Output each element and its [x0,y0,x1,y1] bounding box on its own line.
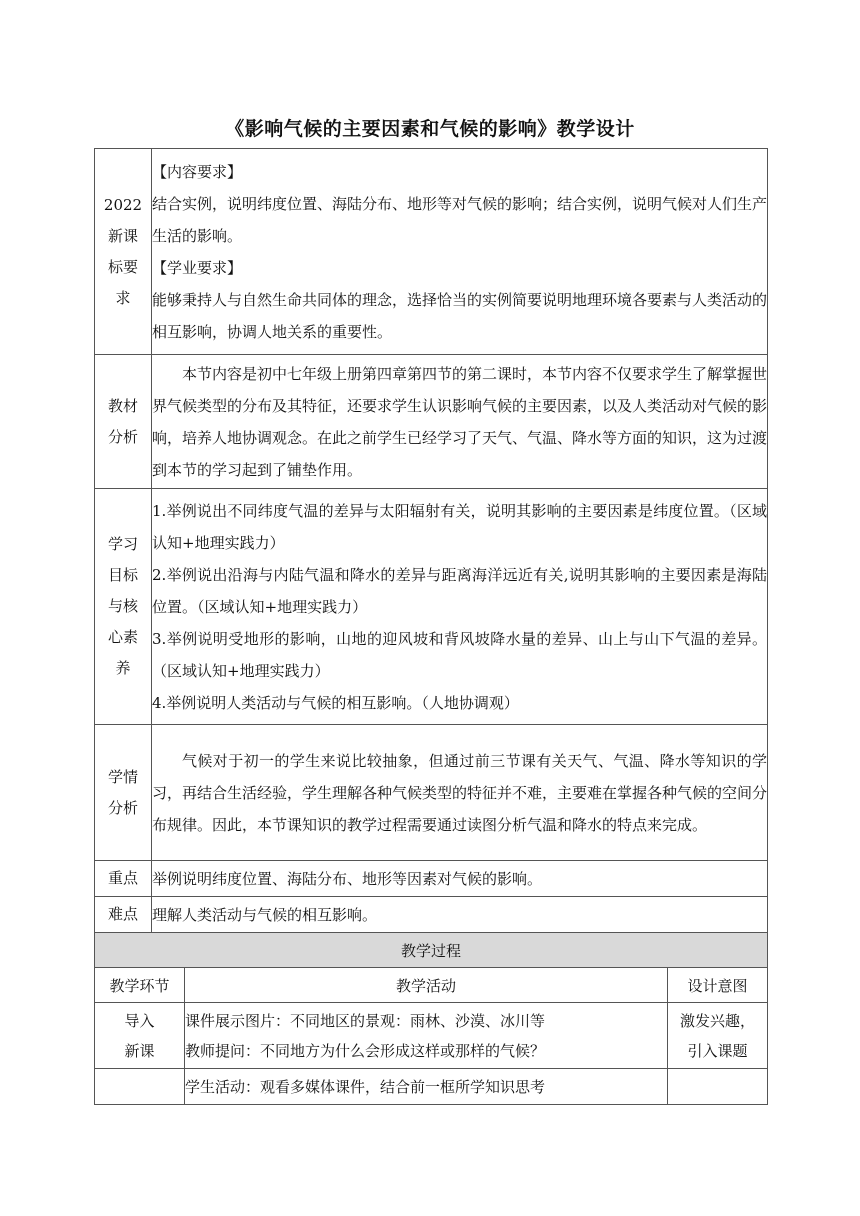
header-line: 2022 [103,195,143,214]
header-line: 目标 [107,566,138,584]
header-line: 学习 [107,535,138,553]
column-activity: 教学活动 [185,968,668,1003]
row-curriculum-standard [95,149,768,355]
header-line: 分析 [107,798,138,817]
row-intro [95,1003,768,1069]
cell-student-activity: 学生活动：观看多媒体课件，结合前一框所学知识思考 [185,1069,668,1105]
lesson-plan-table [94,148,768,1105]
stage-line: 新课 [124,1041,155,1060]
cell-textbook-analysis [152,355,768,489]
student-analysis-text: 气候对于初一的学生来说比较抽象，但通过前三节课有关天气、气温、降水等知识的学习，再结合生活经验，学生理解各种气候类型的特征并不难，主要难在掌握各种气候的空间分布规律。因此，本节课知识的教学过程需要通过读图分析气温和降水的特点来完成。 [152,751,768,834]
header-line: 心素 [107,628,138,646]
header-key-point: 重点 [95,861,152,897]
cell-intro-activity [185,1003,668,1069]
row-process-columns [95,968,768,1003]
cell-intro-stage [95,1003,185,1069]
cell-activity-intent [668,1069,768,1105]
section-title-academic: 【学业要求】 [152,258,243,277]
activity-line: 课件展示图片：不同地区的景观：雨林、沙漠、冰川等 [185,1011,546,1030]
cell-difficult-point: 理解人类活动与气候的相互影响。 [152,897,768,933]
cell-curriculum-standard [152,149,768,355]
intent-line: 激发兴趣， [680,1011,756,1030]
goal-item: 4.举例说明人类活动与气候的相互影响。（人地协调观） [152,693,519,712]
row-difficult-point [95,897,768,933]
cell-intro-intent [668,1003,768,1069]
header-line: 与核 [107,597,138,615]
header-textbook-analysis [95,355,152,489]
goal-item: 2.举例说出沿海与内陆气温和降水的差异与距离海洋远近有关,说明其影响的主要因素是海陆位置。（区域认知+地理实践力） [152,565,768,616]
row-key-point [95,861,768,897]
section-text-academic: 能够秉持人与自然生命共同体的理念，选择恰当的实例简要说明地理环境各要素与人类活动的相互影响，协调人地关系的重要性。 [152,290,768,341]
column-intent: 设计意图 [668,968,768,1003]
cell-student-analysis [152,725,768,861]
cell-activity-stage [95,1069,185,1105]
section-title-content: 【内容要求】 [152,162,243,181]
column-stage: 教学环节 [95,968,185,1003]
row-student-analysis [95,725,768,861]
header-learning-goals [95,489,152,725]
process-title: 教学过程 [95,933,768,968]
section-text-content: 结合实例，说明纬度位置、海陆分布、地形等对气候的影响；结合实例，说明气候对人们生产生活的影响。 [152,194,768,245]
header-line: 学情 [107,767,138,786]
header-difficult-point: 难点 [95,897,152,933]
row-textbook-analysis [95,355,768,489]
row-student-activity [95,1069,768,1105]
header-line: 标要 [107,257,138,276]
page-title: 《影响气候的主要因素和气候的影响》教学设计 [225,118,635,140]
cell-learning-goals [152,489,768,725]
header-student-analysis [95,725,152,861]
header-line: 教材 [107,396,138,415]
header-curriculum-standard [95,149,152,355]
row-learning-goals [95,489,768,725]
goal-item: 1.举例说出不同纬度气温的差异与太阳辐射有关，说明其影响的主要因素是纬度位置。（区域认知+地理实践力） [152,501,768,552]
cell-key-point: 举例说明纬度位置、海陆分布、地形等因素对气候的影响。 [152,861,768,897]
row-process-title [95,933,768,968]
header-line: 分析 [107,427,138,446]
activity-line: 教师提问：不同地方为什么会形成这样或那样的气候？ [185,1041,546,1060]
header-line: 新课 [107,226,138,245]
textbook-analysis-text: 本节内容是初中七年级上册第四章第四节的第二课时，本节内容不仅要求学生了解掌握世界气候类型的分布及其特征，还要求学生认识影响气候的主要因素，以及人类活动对气候的影响，培养人地协调观念。在此之前学生已经学习了天气、气温、降水等方面的知识，这为过渡到本节的学习起到了铺垫作用。 [152,364,768,479]
header-line: 求 [115,288,131,307]
header-line: 养 [115,659,131,677]
stage-line: 导入 [124,1011,155,1030]
intent-line: 引入课题 [687,1041,748,1060]
goal-item: 3.举例说明受地形的影响，山地的迎风坡和背风坡降水量的差异、山上与山下气温的差异。（区域认知+地理实践力） [152,629,768,680]
